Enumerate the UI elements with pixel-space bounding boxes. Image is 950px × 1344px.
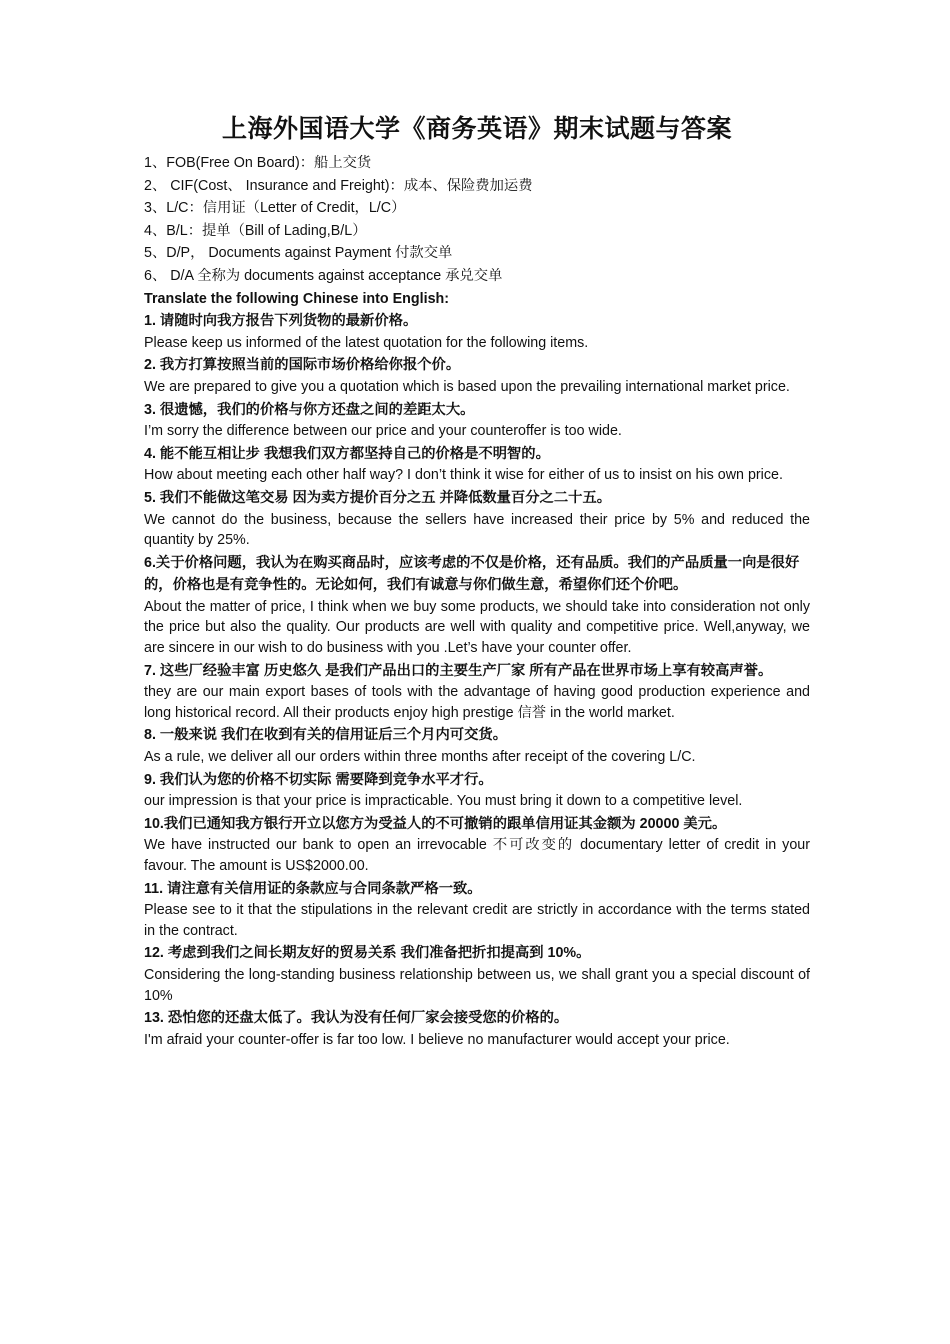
question-chinese: 2. 我方打算按照当前的国际市场价格给你报个价。 xyxy=(144,357,461,374)
question-chinese: 7. 这些厂经验丰富 历史悠久 是我们产品出口的主要生产厂家 所有产品在世界市场上享有较高声誉。 xyxy=(144,662,773,679)
question-chinese: 5. 我们不能做这笔交易 因为卖方提价百分之五 并降低数量百分之二十五。 xyxy=(144,489,612,506)
term-item: 2、 CIF(Cost、 Insurance and Freight)：成本、保险费加运费 xyxy=(144,177,533,194)
document-page xyxy=(144,112,810,1051)
answer-english: We have instructed our bank to open an irrevocable 不可改变的 documentary letter of credit in your favour. The amount is US$2000.00. xyxy=(144,837,810,874)
answer-english: I'm afraid your counter-offer is far too low. I believe no manufacturer would accept your price. xyxy=(144,1031,730,1048)
answer-english: As a rule, we deliver all our orders within three months after receipt of the covering L/C. xyxy=(144,749,696,766)
question-chinese: 8. 一般来说 我们在收到有关的信用证后三个月内可交货。 xyxy=(144,727,507,744)
question-chinese: 11. 请注意有关信用证的条款应与合同条款严格一致。 xyxy=(144,880,482,897)
term-item: 5、D/P， Documents against Payment 付款交单 xyxy=(144,245,453,262)
answer-english: I’m sorry the difference between our price and your counteroffer is too wide. xyxy=(144,423,622,440)
term-item: 4、B/L：提单（Bill of Lading,B/L） xyxy=(144,222,367,239)
answer-english: How about meeting each other half way? I don’t think it wise for either of us to insist on his own price. xyxy=(144,467,783,484)
answer-english: We are prepared to give you a quotation which is based upon the prevailing international market price. xyxy=(144,378,790,395)
question-chinese: 3. 很遗憾，我们的价格与你方还盘之间的差距太大。 xyxy=(144,401,475,418)
answer-english: About the matter of price, I think when we buy some products, we should take into consideration not only the price but also the quality. Our products are well with quality and competitive price. Well,anyway, we are sincere in our wish to do business with you .Let’s have your counter offer. xyxy=(144,598,810,657)
term-item: 1、FOB(Free On Board)：船上交货 xyxy=(144,155,372,171)
answer-english: We cannot do the business, because the sellers have increased their price by 5% and reduced the quantity by 25%. xyxy=(144,511,810,549)
answer-english: Please keep us informed of the latest quotation for the following items. xyxy=(144,334,589,351)
question-chinese: 6.关于价格问题，我认为在购买商品时，应该考虑的不仅是价格，还有品质。我们的产品质量一向是很好的，价格也是有竞争性的。无论如何，我们有诚意与你们做生意，希望你们还个价吧。 xyxy=(144,554,800,594)
answer-english: Please see to it that the stipulations in the relevant credit are strictly in accordance with the terms stated in the contract. xyxy=(144,902,810,939)
term-item: 3、L/C：信用证（Letter of Credit，L/C） xyxy=(144,200,406,217)
question-chinese: 4. 能不能互相让步 我想我们双方都坚持自己的价格是不明智的。 xyxy=(144,445,550,462)
question-chinese: 9. 我们认为您的价格不切实际 需要降到竞争水平才行。 xyxy=(144,771,493,788)
answer-english: Considering the long-standing business relationship between us, we shall grant you a special discount of 10% xyxy=(144,966,810,1004)
answer-english: our impression is that your price is impracticable. You must bring it down to a competitive level. xyxy=(144,793,743,810)
question-chinese: 1. 请随时向我方报告下列货物的最新价格。 xyxy=(144,313,418,330)
question-chinese: 12. 考虑到我们之间长期友好的贸易关系 我们准备把折扣提高到 10%。 xyxy=(144,945,591,962)
question-chinese: 13. 恐怕您的还盘太低了。我认为没有任何厂家会接受您的价格的。 xyxy=(144,1010,569,1027)
answer-english: they are our main export bases of tools with the advantage of having good production experience and long historical record. All their products enjoy high prestige 信誉 in the world market. xyxy=(144,684,810,721)
section-header: Translate the following Chinese into English: xyxy=(144,290,450,307)
page-title: 上海外国语大学《商务英语》期末试题与答案 xyxy=(221,115,732,143)
translation-list xyxy=(144,310,810,1050)
terms-list xyxy=(144,152,810,288)
question-chinese: 10.我们已通知我方银行开立以您方为受益人的不可撤销的跟单信用证其金额为 20000 美元。 xyxy=(144,815,727,832)
term-item: 6、 D/A 全称为 documents against acceptance 承兑交单 xyxy=(144,267,503,284)
